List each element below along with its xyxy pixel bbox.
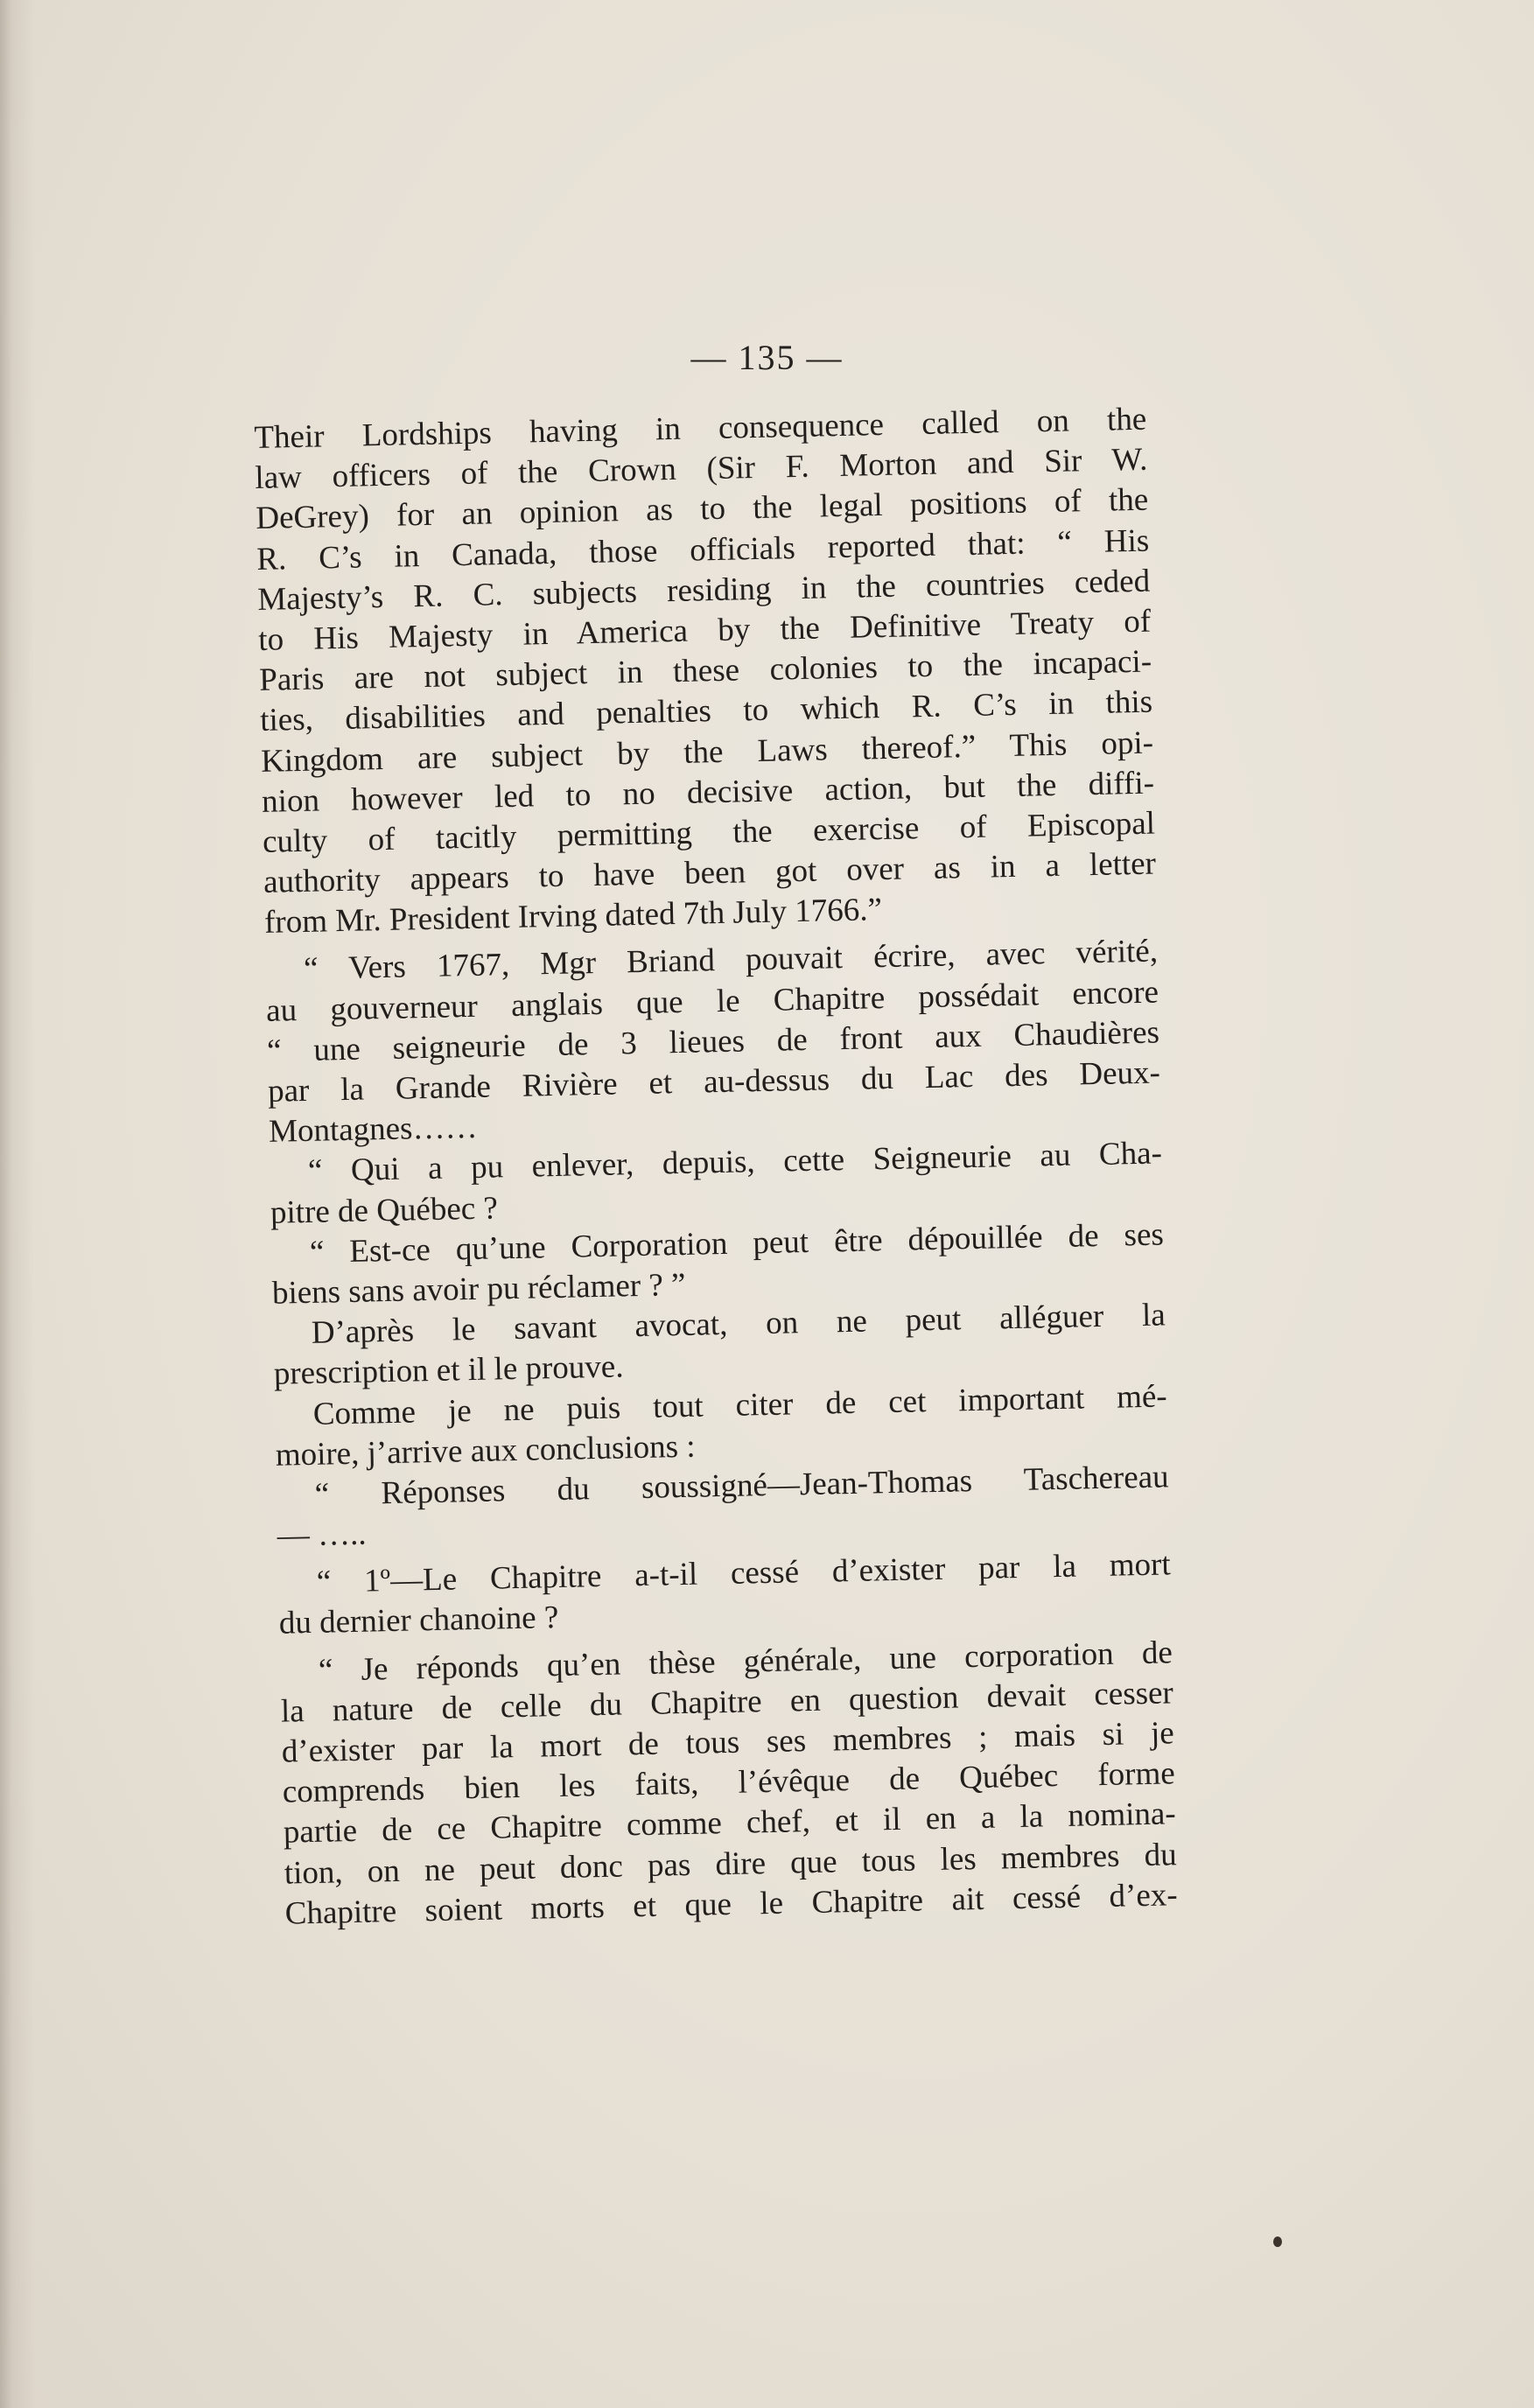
page-number: — 135 — xyxy=(690,338,844,377)
text-line: moire, j’arrive aux conclusions : xyxy=(275,1428,696,1474)
text-line: “ Vers 1767, Mgr Briand pouvait écrire, avec vérité, xyxy=(303,933,1159,988)
text-line: from Mr. President Irving dated 7th July 1766.” xyxy=(263,892,883,942)
text-line: D’après le savant avocat, on ne peut alléguer la xyxy=(311,1297,1166,1351)
text-line: law officers of the Crown (Sir F. Morton and Sir W. xyxy=(255,441,1148,497)
text-line: au gouverneur anglais que le Chapitre possédait encore xyxy=(265,974,1159,1029)
text-line: tion, on ne peut donc pas dire que tous les membres du xyxy=(284,1836,1178,1892)
text-line: “ Est-ce qu’une Corporation peut être dépouillée de ses xyxy=(309,1216,1165,1270)
text-line: “ 1º—Le Chapitre a-t-il cessé d’exister par la mort xyxy=(316,1546,1172,1601)
ink-speck xyxy=(1273,2236,1282,2247)
text-line: prescription et il le prouve. xyxy=(273,1348,624,1393)
text-line: — ….. xyxy=(277,1516,367,1554)
text-line: Montagnes…… xyxy=(268,1110,478,1151)
text-line: Their Lordships having in consequence called on the xyxy=(254,401,1147,456)
text-line: R. C’s in Canada, those officials reported that: “ His xyxy=(256,522,1150,578)
text-line: Comme je ne puis tout citer de cet important mé- xyxy=(312,1377,1168,1432)
text-line: authority appears to have been got over as in a letter xyxy=(263,845,1157,900)
text-line: “ une seigneurie de 3 lieues de front aux Chaudières xyxy=(266,1014,1160,1069)
text-line: la nature de celle du Chapitre en question devait cesser xyxy=(280,1675,1174,1730)
text-line: Kingdom are subject by the Laws thereof.” This opi- xyxy=(260,724,1154,780)
text-line: “ Qui a pu enlever, depuis, cette Seigneurie au Cha- xyxy=(307,1135,1163,1190)
text-line: Majesty’s R. C. subjects residing in the countries ceded xyxy=(256,563,1151,618)
text-line: to His Majesty in America by the Definitive Treaty of xyxy=(257,603,1152,658)
text-line: d’exister par la mort de tous ses membres ; mais si je xyxy=(281,1715,1175,1770)
text-line: culty of tacitly permitting the exercise of Episcopal xyxy=(262,805,1156,860)
text-line: “ Réponses du soussigné—Jean-Thomas Taschereau xyxy=(314,1459,1169,1513)
text-line: pitre de Québec ? xyxy=(270,1189,499,1231)
text-line: partie de ce Chapitre comme chef, et il en a la nomina- xyxy=(283,1796,1177,1852)
text-line: “ Je réponds qu’en thèse générale, une corporation de xyxy=(318,1634,1173,1689)
text-line: DeGrey) for an opinion as to the legal positions of the xyxy=(255,481,1149,537)
text-line: Chapitre soient morts et que le Chapitre ait cessé d’ex- xyxy=(284,1877,1179,1932)
text-line: nion however led to no decisive action, but the diffi- xyxy=(261,765,1155,820)
text-line: Paris are not subject in these colonies to the incapaci- xyxy=(258,643,1152,699)
text-line: ties, disabilities and penalties to which R. C’s in this xyxy=(259,683,1153,739)
text-line: par la Grande Rivière et au-dessus du Lac des Deux- xyxy=(267,1054,1161,1110)
text-line: biens sans avoir pu réclamer ? ” xyxy=(271,1266,686,1312)
text-line: du dernier chanoine ? xyxy=(278,1600,559,1642)
text-line: comprends bien les faits, l’évêque de Québec forme xyxy=(282,1755,1176,1810)
body-text xyxy=(254,400,1178,1935)
